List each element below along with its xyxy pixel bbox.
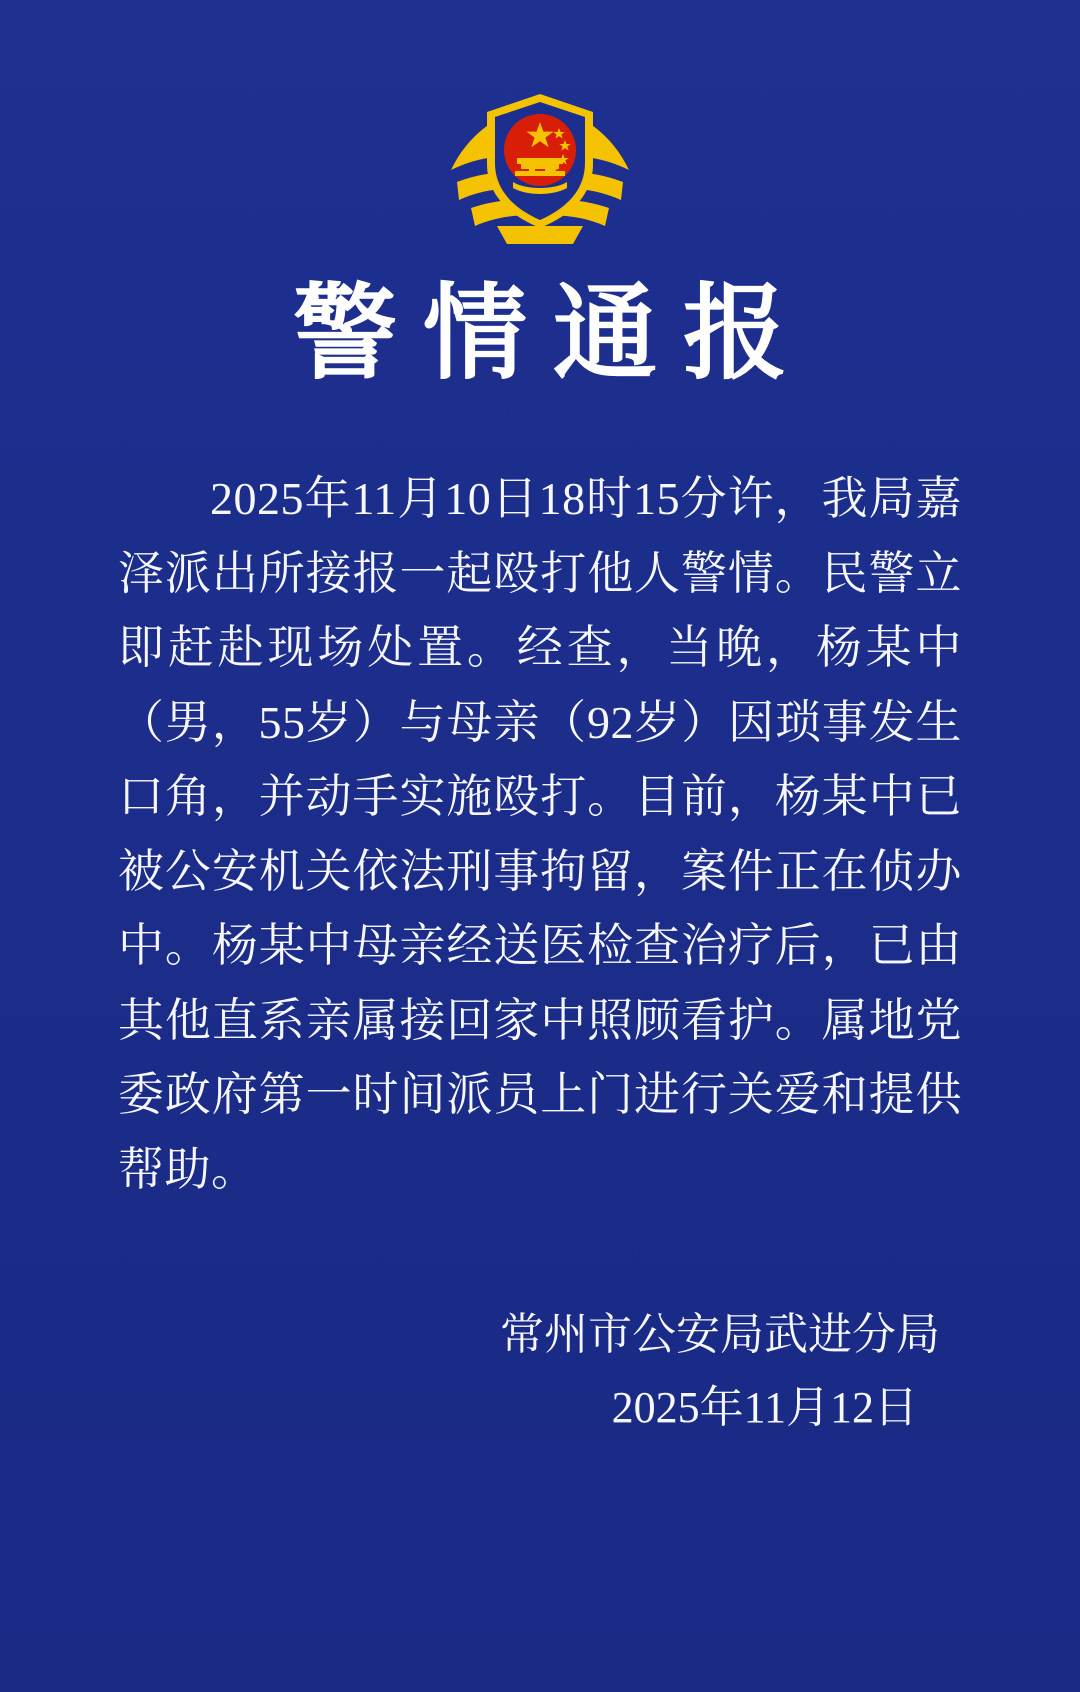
page-title: 警情通报: [292, 277, 813, 392]
emblem-container: [0, 0, 1080, 248]
china-police-badge-icon: [445, 78, 635, 248]
issue-date: 2025年11月12日: [611, 1382, 918, 1432]
issuing-organization: 常州市公安局武进分局: [500, 1310, 940, 1360]
notice-body: 2025年11月10日18时15分许，我局嘉泽派出所接报一起殴打他人警情。民警立即赶赴现场处置。经查，当晚，杨某中（男，55岁）与母亲（92岁）因琐事发生口角，并动手实施殴打。目前，杨某中已被公安机关依法刑事拘留，案件正在侦办中。杨某中母亲经送医检查治疗后，已由其他直系亲属接回家中照顾看护。属地党委政府第一时间派员上门进行关爱和提供帮助。: [118, 473, 962, 1195]
signature-block: [0, 1299, 1080, 1444]
